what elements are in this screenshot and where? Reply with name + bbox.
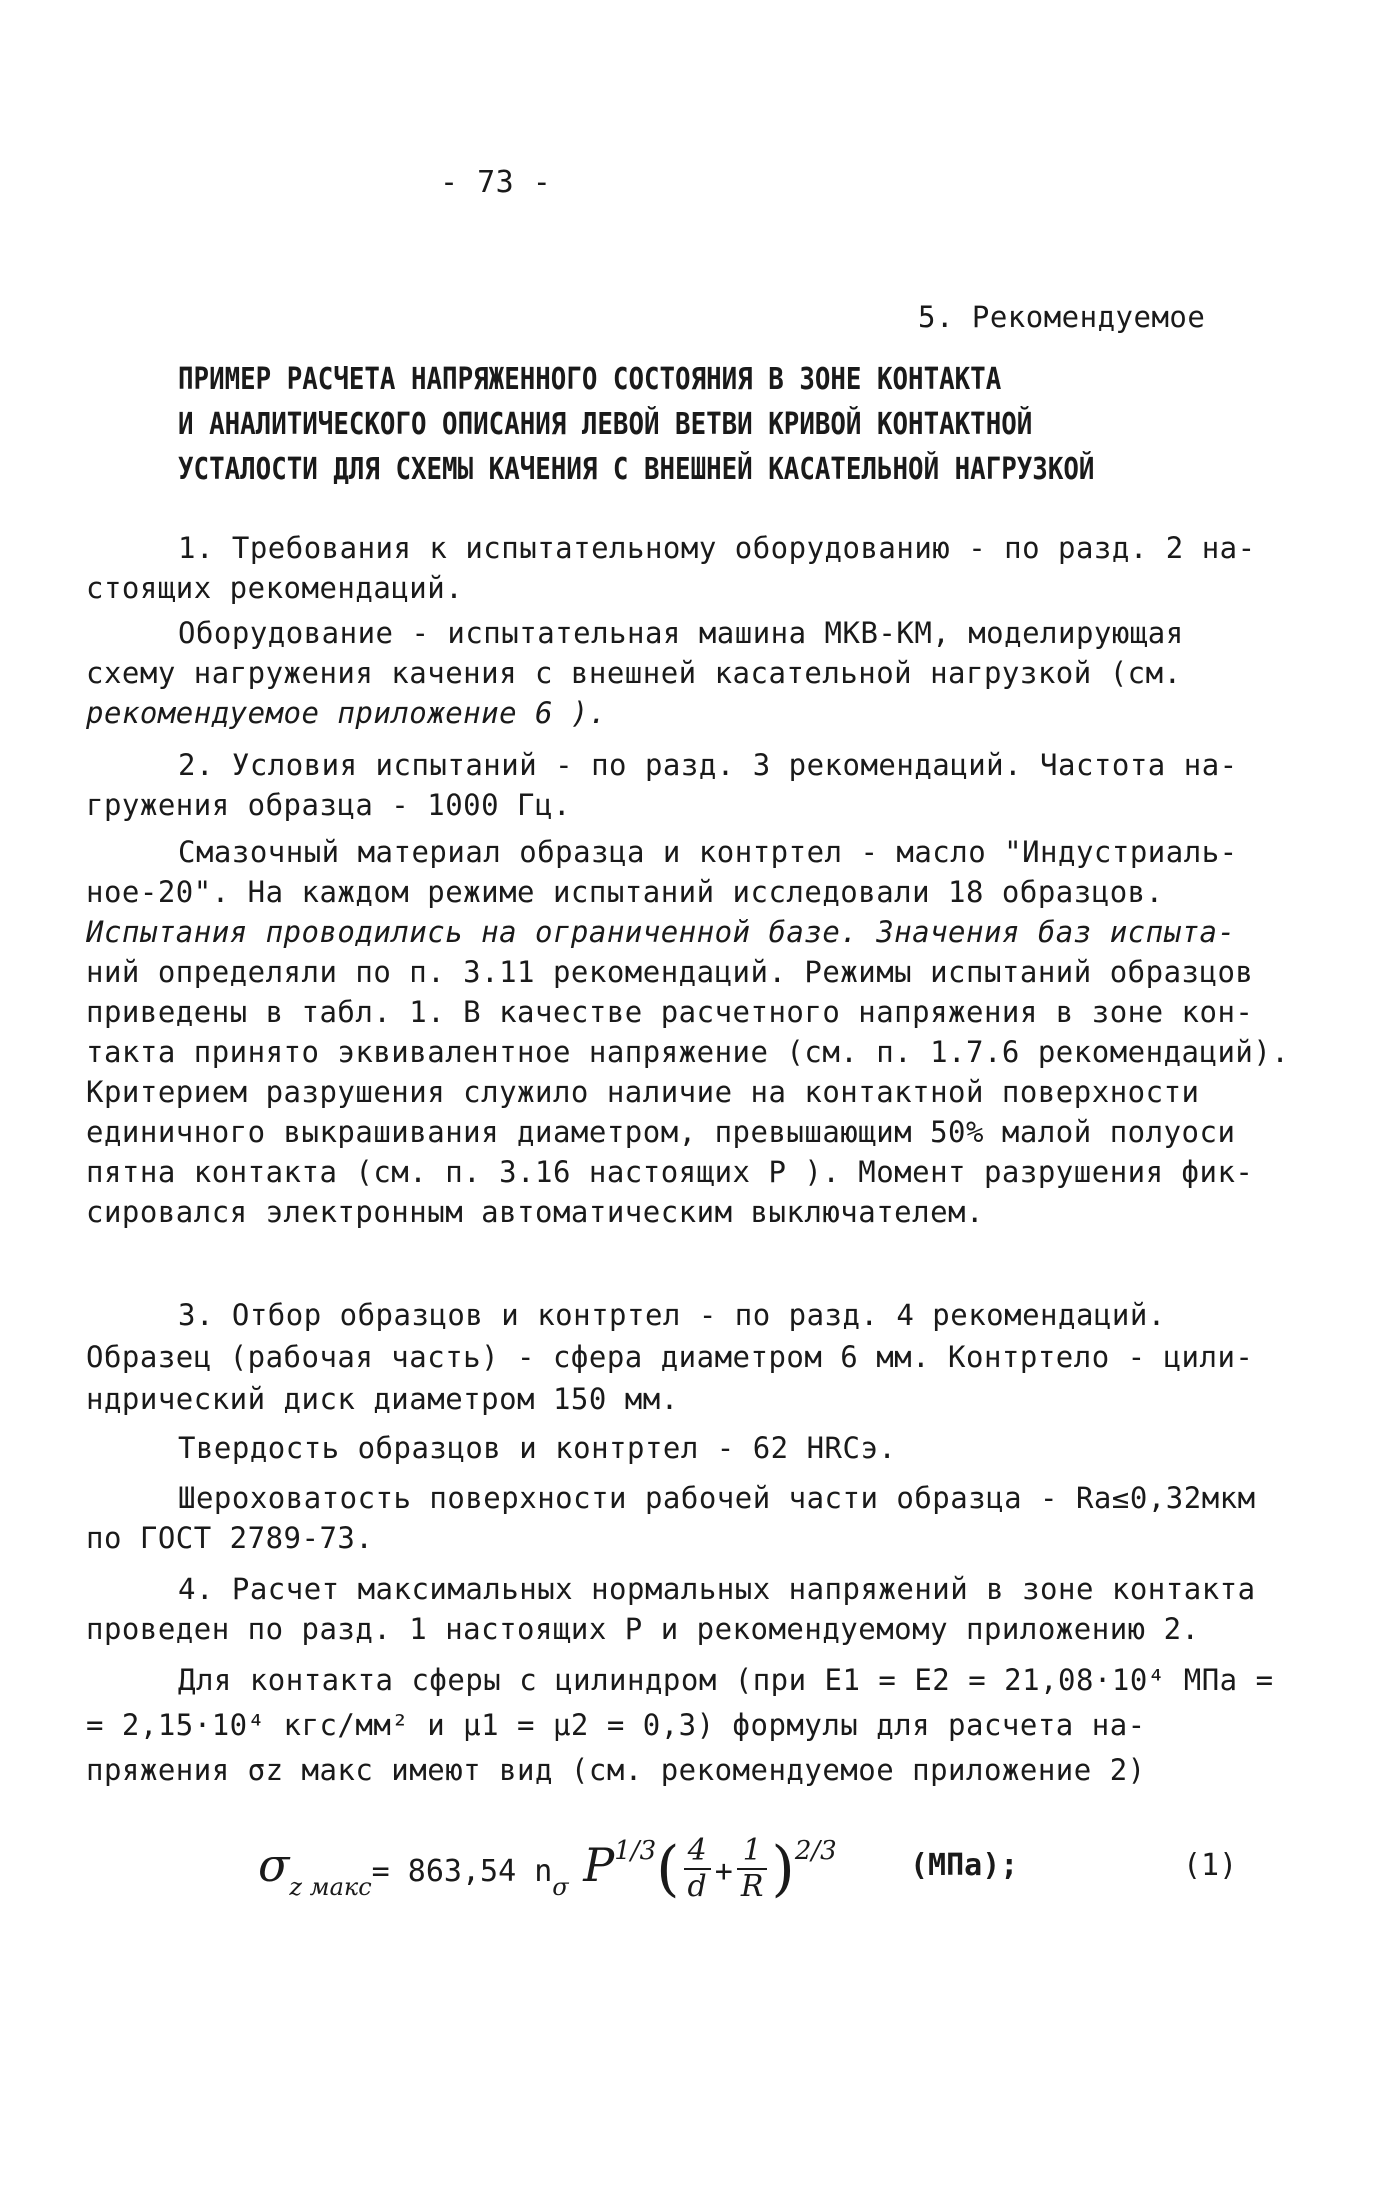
text-line: сировался электронным автоматическим выключателем. xyxy=(86,1195,984,1229)
text-line: 4. Расчет максимальных нормальных напряжений в зоне контакта xyxy=(178,1572,1256,1606)
formula-close-paren: ) xyxy=(771,1834,795,1904)
text-line: рекомендуемое приложение 6 ). xyxy=(86,696,607,730)
text-line: единичного выкрашивания диаметром, превышающим 50% малой полуоси xyxy=(86,1115,1236,1149)
text-line: стоящих рекомендаций. xyxy=(86,571,464,605)
formula-p-exponent: 1/3 xyxy=(614,1836,657,1866)
text-line: 2. Условия испытаний - по разд. 3 рекомендаций. Частота на- xyxy=(178,748,1238,782)
formula-unit: (МПа); xyxy=(910,1848,1019,1883)
text-line: схему нагружения качения с внешней касательной нагрузкой (см. xyxy=(86,656,1182,690)
title-line-2: И АНАЛИТИЧЕСКОГО ОПИСАНИЯ ЛЕВОЙ ВЕТВИ КРИВОЙ КОНТАКТНОЙ xyxy=(178,407,1033,442)
formula-fraction-2 xyxy=(737,1834,768,1904)
appendix-label: 5. Рекомендуемое xyxy=(918,300,1206,334)
text-line: пятна контакта (см. п. 3.16 настоящих Р ). Момент разрушения фик- xyxy=(86,1155,1254,1189)
formula-equation-number: (1) xyxy=(1183,1848,1238,1883)
formula-lhs: σ xyxy=(258,1838,290,1892)
title-line-3: УСТАЛОСТИ ДЛЯ СХЕМЫ КАЧЕНИЯ С ВНЕШНЕЙ КАСАТЕЛЬНОЙ НАГРУЗКОЙ xyxy=(178,452,1095,487)
text-line: проведен по разд. 1 настоящих Р и рекомендуемому приложению 2. xyxy=(86,1612,1200,1646)
text-line: гружения образца - 1000 Гц. xyxy=(86,788,571,822)
text-line: ндрический диск диаметром 150 мм. xyxy=(86,1382,679,1416)
text-line: пряжения σz макс имеют вид (см. рекомендуемое приложение 2) xyxy=(86,1753,1146,1787)
formula-expression xyxy=(258,1834,837,1904)
text-line: 3. Отбор образцов и контртел - по разд. 4 рекомендаций. xyxy=(178,1298,1166,1332)
text-line: ное-20". На каждом режиме испытаний исследовали 18 образцов. xyxy=(86,875,1164,909)
text-line: приведены в табл. 1. В качестве расчетного напряжения в зоне кон- xyxy=(86,995,1254,1029)
fraction-2-denominator: R xyxy=(740,1869,764,1904)
formula-plus: + xyxy=(714,1854,733,1889)
formula-open-paren: ( xyxy=(656,1834,680,1904)
text-line: Критерием разрушения служило наличие на контактной поверхности xyxy=(86,1075,1200,1109)
title-line-1: ПРИМЕР РАСЧЕТА НАПРЯЖЕННОГО СОСТОЯНИЯ В ЗОНЕ КОНТАКТА xyxy=(178,362,1002,397)
text-line: Смазочный материал образца и контртел - масло "Индустриаль- xyxy=(178,835,1238,869)
formula-1 xyxy=(0,1820,1399,1930)
formula-outer-exponent: 2/3 xyxy=(794,1836,837,1866)
text-line: такта принято эквивалентное напряжение (см. п. 1.7.6 рекомендаций). xyxy=(86,1035,1290,1069)
formula-p: P xyxy=(568,1838,615,1892)
text-line: Испытания проводились на ограниченной базе. Значения баз испыта- xyxy=(86,915,1236,949)
formula-coefficient: = 863,54 n xyxy=(371,1854,553,1889)
formula-lhs-subscript: z макс xyxy=(289,1873,372,1901)
formula-fraction-1 xyxy=(684,1834,711,1904)
fraction-1-numerator: 4 xyxy=(684,1834,711,1870)
fraction-2-numerator: 1 xyxy=(737,1834,768,1870)
text-line: Шероховатость поверхности рабочей части образца - Ra≤0,32мкм xyxy=(178,1481,1256,1515)
text-line: Оборудование - испытательная машина МКВ-КМ, моделирующая xyxy=(178,616,1184,650)
text-line: ний определяли по п. 3.11 рекомендаций. Режимы испытаний образцов xyxy=(86,955,1254,989)
text-line: 1. Требования к испытательному оборудованию - по разд. 2 на- xyxy=(178,531,1256,565)
text-line: Твердость образцов и контртел - 62 HRCэ. xyxy=(178,1431,897,1465)
formula-n-subscript: σ xyxy=(552,1873,569,1901)
text-line: Для контакта сферы с цилиндром (при E1 = E2 = 21,08·10⁴ МПа = xyxy=(178,1663,1274,1697)
text-line: Образец (рабочая часть) - сфера диаметром 6 мм. Контртело - цили- xyxy=(86,1340,1254,1374)
text-line: = 2,15·10⁴ кгс/мм² и μ1 = μ2 = 0,3) формулы для расчета на- xyxy=(86,1708,1146,1742)
page-number: - 73 - xyxy=(440,165,552,200)
text-line: по ГОСТ 2789-73. xyxy=(86,1521,374,1555)
fraction-1-denominator: d xyxy=(687,1869,707,1904)
